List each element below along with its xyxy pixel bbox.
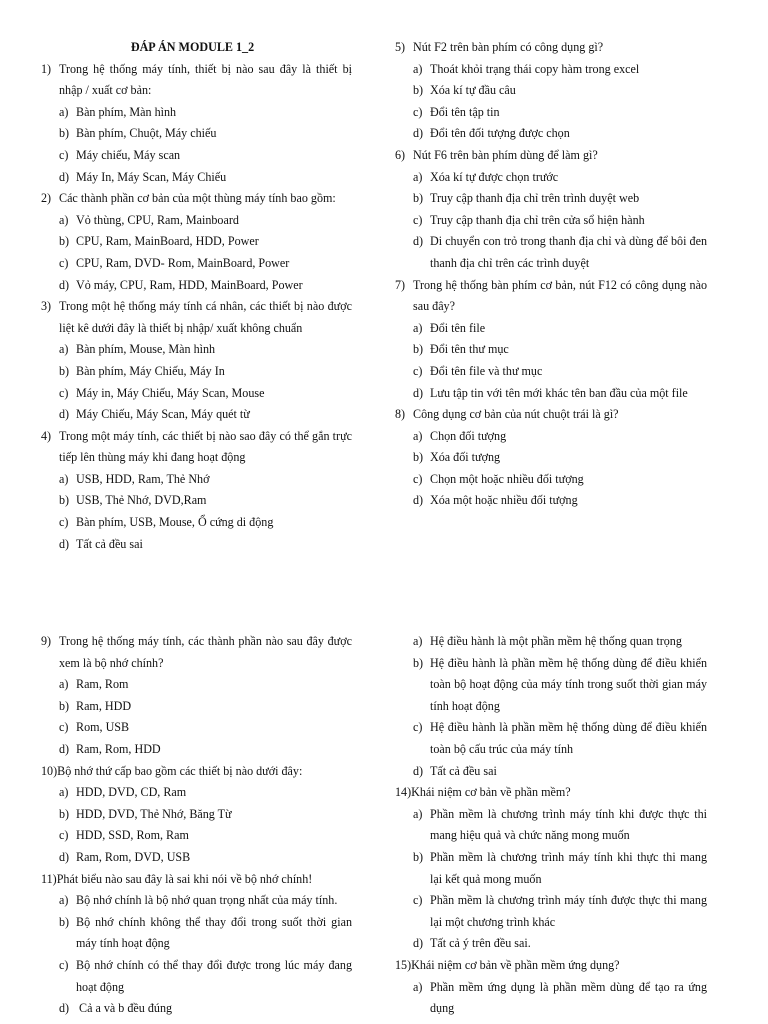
answer-option (395, 717, 707, 760)
option-label: d) (413, 385, 424, 400)
option-text: Lưu tập tin với tên mới khác tên ban đầu của một file (430, 385, 688, 400)
option-label: a) (413, 61, 423, 76)
page-title: ĐÁP ÁN MODULE 1_2 (130, 40, 255, 54)
option-label: b) (59, 806, 70, 821)
option-text: Cả a và b đều đúng (76, 1001, 173, 1016)
option-label: c) (413, 363, 423, 378)
answer-option (41, 674, 352, 696)
answer-option (395, 890, 707, 933)
answer-option (41, 210, 352, 232)
option-label: c) (59, 720, 69, 735)
option-label: c) (413, 893, 423, 908)
answer-option (395, 361, 707, 383)
option-text: Máy Chiếu, Máy Scan, Máy quét từ (76, 407, 250, 422)
answer-option (41, 469, 352, 491)
answer-option (41, 825, 352, 847)
answer-option (395, 383, 707, 405)
question-text: Trong hệ thống bàn phím cơ bản, nút F12 có công dụng nào sau đây? (413, 277, 707, 314)
answer-option (41, 102, 352, 124)
option-label: b) (59, 493, 70, 508)
option-label: a) (413, 428, 423, 443)
answer-option (41, 167, 352, 189)
option-text: Tất cả đều sai (76, 536, 143, 551)
answer-option (41, 339, 352, 361)
answer-option (41, 490, 352, 512)
option-label: c) (59, 147, 69, 162)
answer-option (41, 782, 352, 804)
question-text: Phát biểu nào sau đây là sai khi nói về bộ nhớ chính! (56, 871, 313, 886)
answer-option (395, 231, 707, 274)
option-text: Thoát khỏi trạng thái copy hàm trong excel (430, 61, 640, 76)
option-text: Di chuyển con trỏ trong thanh địa chỉ và dùng để bôi đen thanh địa chỉ trên các trình duyệt (430, 234, 707, 270)
option-text: Vỏ máy, CPU, Ram, HDD, MainBoard, Power (76, 277, 303, 292)
option-text: Rom, USB (76, 720, 130, 735)
answer-option (41, 955, 352, 998)
column-top-left (41, 37, 352, 555)
answer-option (41, 383, 352, 405)
question-number: 10) (41, 763, 58, 778)
answer-option (395, 59, 707, 81)
question-number: 8) (395, 407, 406, 422)
question-text: Nút F6 trên bàn phím dùng để làm gì? (413, 147, 598, 162)
option-text: Bộ nhớ chính có thể thay đổi được trong lúc máy đang hoạt động (76, 957, 352, 994)
option-label: b) (413, 191, 424, 206)
option-label: b) (413, 849, 424, 864)
answer-option (395, 631, 707, 653)
question-text: Công dụng cơ bản của nút chuột trái là gì? (413, 407, 619, 422)
option-text: Xóa kí tự được chọn trước (430, 169, 559, 184)
option-text: Đổi tên tập tin (430, 104, 500, 119)
option-label: d) (59, 277, 70, 292)
option-text: Máy In, Máy Scan, Máy Chiếu (76, 169, 227, 184)
option-text: Truy cập thanh địa chỉ trên cửa sổ hiện hành (430, 212, 645, 227)
option-text: HDD, DVD, CD, Ram (76, 785, 187, 800)
question-number: 15) (395, 957, 412, 972)
option-label: a) (59, 212, 69, 227)
option-label: a) (413, 320, 423, 335)
option-text: Đổi tên file (430, 320, 486, 335)
answer-option (41, 145, 352, 167)
answer-option (395, 426, 707, 448)
column-bottom-left (41, 631, 352, 1020)
option-text: Phần mềm là chương trình máy tính khi thực thi mang lại kết quả mong muốn (430, 849, 707, 886)
answer-option (41, 361, 352, 383)
option-label: a) (59, 785, 69, 800)
question-item (395, 37, 707, 59)
option-text: Máy chiếu, Máy scan (76, 147, 181, 162)
option-text: Ram, Rom, HDD (76, 741, 161, 756)
question-number: 9) (41, 634, 52, 648)
option-label: d) (413, 234, 424, 249)
option-text: CPU, Ram, MainBoard, HDD, Power (76, 234, 259, 249)
option-text: Xóa một hoặc nhiều đối tượng (430, 493, 578, 508)
option-text: Phần mềm là chương trình máy tính được thực thi mang lại một chương trình khác (430, 893, 707, 929)
option-text: Bàn phím, Máy Chiếu, Máy In (76, 363, 225, 378)
answer-option (41, 739, 352, 761)
option-label: b) (413, 450, 424, 465)
column-bottom-right (395, 631, 707, 1020)
option-label: a) (413, 979, 423, 994)
option-label: b) (59, 126, 70, 141)
option-label: d) (59, 169, 70, 184)
answer-option (395, 318, 707, 340)
question-number: 14) (395, 785, 412, 800)
answer-option (41, 804, 352, 826)
option-label: a) (413, 806, 423, 821)
answer-option (395, 188, 707, 210)
option-text: Ram, Rom (76, 677, 129, 692)
question-text: Bộ nhớ thứ cấp bao gồm các thiết bị nào dưới đây: (57, 763, 303, 778)
answer-option (395, 339, 707, 361)
option-text: Chọn một hoặc nhiều đối tượng (430, 471, 584, 486)
question-item (395, 275, 707, 318)
option-text: HDD, DVD, Thẻ Nhớ, Băng Từ (76, 806, 232, 821)
answer-option (41, 847, 352, 869)
option-label: a) (59, 677, 69, 692)
option-label: c) (413, 104, 423, 119)
option-label: d) (413, 126, 424, 141)
option-text: Ram, Rom, DVD, USB (76, 849, 191, 864)
option-text: Phần mềm ứng dụng là phần mềm dùng để tạo ra ứng dụng (430, 979, 707, 1016)
option-label: b) (413, 342, 424, 357)
answer-option (395, 977, 707, 1020)
option-label: c) (59, 255, 69, 270)
answer-option (41, 696, 352, 718)
answer-option (395, 761, 707, 783)
question-number: 1) (41, 61, 52, 76)
option-text: Tất cả ý trên đều sai. (430, 936, 531, 951)
answer-option (395, 102, 707, 124)
question-item (395, 782, 707, 804)
option-text: USB, Thẻ Nhớ, DVD,Ram (76, 493, 207, 508)
option-text: Xóa đối tượng (430, 450, 501, 465)
column-top-right (395, 37, 707, 512)
question-number: 5) (395, 40, 406, 54)
option-text: Truy cập thanh địa chỉ trên trình duyệt web (430, 191, 640, 206)
question-text: Khái niệm cơ bản về phần mềm ứng dụng? (411, 957, 620, 972)
question-number: 6) (395, 147, 406, 162)
answer-option (41, 275, 352, 297)
option-text: HDD, SSD, Rom, Ram (76, 828, 189, 843)
option-text: Ram, HDD (76, 698, 132, 713)
option-label: c) (59, 385, 69, 400)
option-label: d) (59, 741, 70, 756)
option-label: b) (59, 363, 70, 378)
option-label: b) (59, 698, 70, 713)
question-list (41, 631, 352, 1020)
option-label: b) (59, 234, 70, 249)
option-label: a) (413, 634, 423, 648)
option-label: c) (413, 720, 423, 735)
option-text: Đổi tên thư mục (430, 342, 509, 357)
answer-option (41, 534, 352, 556)
option-label: a) (413, 169, 423, 184)
option-text: Bộ nhớ chính không thể thay đổi trong suốt thời gian máy tính hoạt động (76, 914, 352, 951)
option-label: d) (59, 407, 70, 422)
option-label: d) (59, 536, 70, 551)
answer-option (41, 512, 352, 534)
answer-option (395, 210, 707, 232)
answer-option (395, 490, 707, 512)
option-label: a) (59, 471, 69, 486)
answer-option (395, 653, 707, 718)
answer-option (41, 404, 352, 426)
question-item (41, 761, 352, 783)
option-label: d) (413, 493, 424, 508)
question-text: Nút F2 trên bàn phím có công dụng gì? (413, 40, 604, 54)
option-label: c) (59, 957, 69, 972)
question-text: Khái niệm cơ bản về phần mềm? (411, 785, 571, 800)
answer-option (395, 167, 707, 189)
answer-option (395, 80, 707, 102)
question-text: Trong một hệ thống máy tính cá nhân, các thiết bị nào được liệt kê dưới đây là thiết bị nhập/ xuất không chuẩn (59, 299, 352, 335)
option-label: c) (59, 828, 69, 843)
option-text: Xóa kí tự đầu câu (430, 83, 516, 98)
answer-option (395, 933, 707, 955)
option-text: USB, HDD, Ram, Thẻ Nhớ (76, 471, 210, 486)
option-text: Hệ điều hành là phần mềm hệ thống dùng để điều khiển toàn bộ hoạt động của máy tính trong suốt thời gian máy tính hoạt động (430, 655, 707, 713)
option-text: Máy in, Máy Chiếu, Máy Scan, Mouse (76, 385, 265, 400)
option-text: Bàn phím, Màn hình (76, 104, 177, 119)
option-text: Bộ nhớ chính là bộ nhớ quan trọng nhất của máy tính. (76, 893, 338, 908)
option-text: Phần mềm là chương trình máy tính khi được thực thi mang hiệu quả và chức năng mong muốn (430, 806, 707, 843)
question-number: 7) (395, 277, 406, 292)
answer-option (41, 912, 352, 955)
question-text: Các thành phần cơ bản của một thùng máy tính bao gồm: (59, 191, 336, 206)
option-label: c) (59, 515, 69, 530)
option-text: Bàn phím, USB, Mouse, Ổ cứng di động (76, 515, 274, 530)
question-text: Trong một máy tính, các thiết bị nào sao đây có thể gắn trực tiếp lên thùng máy khi đang hoạt động (59, 428, 352, 465)
question-number: 4) (41, 428, 52, 443)
question-item (41, 296, 352, 339)
answer-option (395, 447, 707, 469)
answer-option (395, 123, 707, 145)
question-item (41, 869, 352, 891)
answer-option (395, 847, 707, 890)
question-item (41, 188, 352, 210)
question-number: 11) (41, 871, 57, 886)
question-item (41, 631, 352, 674)
question-item (41, 59, 352, 102)
option-label: d) (413, 763, 424, 778)
answer-option (41, 998, 352, 1020)
answer-option (41, 890, 352, 912)
question-item (41, 426, 352, 469)
option-text: Đổi tên file và thư mục (430, 363, 543, 378)
option-text: Tất cả đều sai (430, 763, 497, 778)
question-list (395, 631, 707, 1020)
option-label: c) (413, 212, 423, 227)
answer-option (395, 469, 707, 491)
option-label: b) (59, 914, 70, 929)
option-label: a) (59, 342, 69, 357)
option-text: CPU, Ram, DVD- Rom, MainBoard, Power (76, 255, 290, 270)
question-number: 2) (41, 191, 52, 206)
question-text: Trong hệ thống máy tính, các thành phần nào sau đây được xem là bộ nhớ chính? (59, 634, 352, 670)
question-item (395, 955, 707, 977)
option-label: a) (59, 893, 69, 908)
question-item (395, 145, 707, 167)
answer-option (41, 123, 352, 145)
option-label: d) (413, 936, 424, 951)
option-label: b) (413, 83, 424, 98)
option-text: Bàn phím, Mouse, Màn hình (76, 342, 216, 357)
option-label: d) (59, 1001, 70, 1016)
option-label: b) (413, 655, 424, 670)
option-text: Vỏ thùng, CPU, Ram, Mainboard (76, 212, 239, 227)
answer-option (41, 717, 352, 739)
answer-option (41, 231, 352, 253)
answer-option (41, 253, 352, 275)
question-text: Trong hệ thống máy tính, thiết bị nào sau đây là thiết bị nhập / xuất cơ bản: (59, 61, 352, 98)
option-text: Hệ điều hành là phần mềm hệ thống dùng để điều khiển toàn bộ cấu trúc của máy tính (430, 720, 707, 756)
option-label: d) (59, 849, 70, 864)
option-text: Chọn đối tượng (430, 428, 507, 443)
option-text: Đổi tên đối tượng được chọn (430, 126, 570, 141)
option-label: c) (413, 471, 423, 486)
question-item (395, 404, 707, 426)
question-list (41, 59, 352, 556)
answer-option (395, 804, 707, 847)
option-text: Hệ điều hành là một phần mềm hệ thống quan trọng (430, 634, 682, 648)
option-text: Bàn phím, Chuột, Máy chiếu (76, 126, 217, 141)
question-number: 3) (41, 299, 52, 314)
question-list (395, 37, 707, 512)
option-label: a) (59, 104, 69, 119)
